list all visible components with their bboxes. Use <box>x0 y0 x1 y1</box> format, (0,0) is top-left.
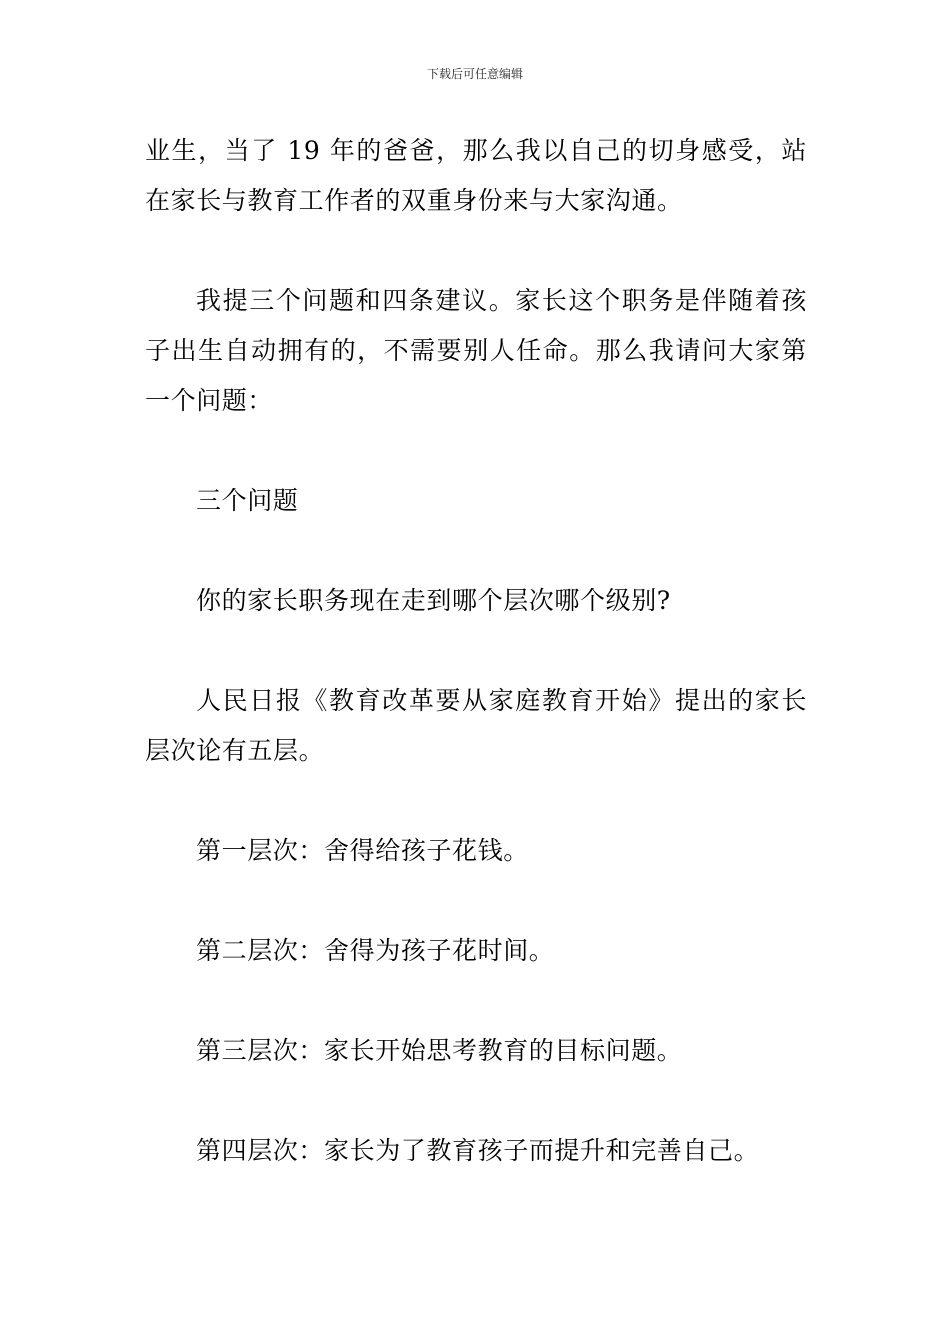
section-heading-three-questions: 三个问题 <box>196 486 299 515</box>
paragraph-level-one: 第一层次：舍得给孩子花钱。 <box>196 836 529 865</box>
page-header: 下载后可任意编辑 <box>426 67 523 81</box>
paragraph-continuation: 业生，当了 19 年的爸爸，那么我以自己的切身感受，站在家长与教育工作者的双重身份来与大家沟通。 <box>145 136 807 215</box>
paragraph-level-four: 第四层次：家长为了教育孩子而提升和完善自己。 <box>196 1136 760 1165</box>
document-body <box>145 126 807 1226</box>
paragraph-level-two: 第二层次：舍得为孩子花时间。 <box>196 936 555 965</box>
paragraph-level-three: 第三层次：家长开始思考教育的目标问题。 <box>196 1036 683 1065</box>
paragraph-five-levels-intro: 人民日报《教育改革要从家庭教育开始》提出的家长层次论有五层。 <box>145 686 807 765</box>
paragraph-question-one: 你的家长职务现在走到哪个层次哪个级别? <box>196 586 671 615</box>
paragraph-three-questions-intro: 我提三个问题和四条建议。家长这个职务是伴随着孩子出生自动拥有的，不需要别人任命。那么我请问大家第一个问题： <box>145 286 807 415</box>
